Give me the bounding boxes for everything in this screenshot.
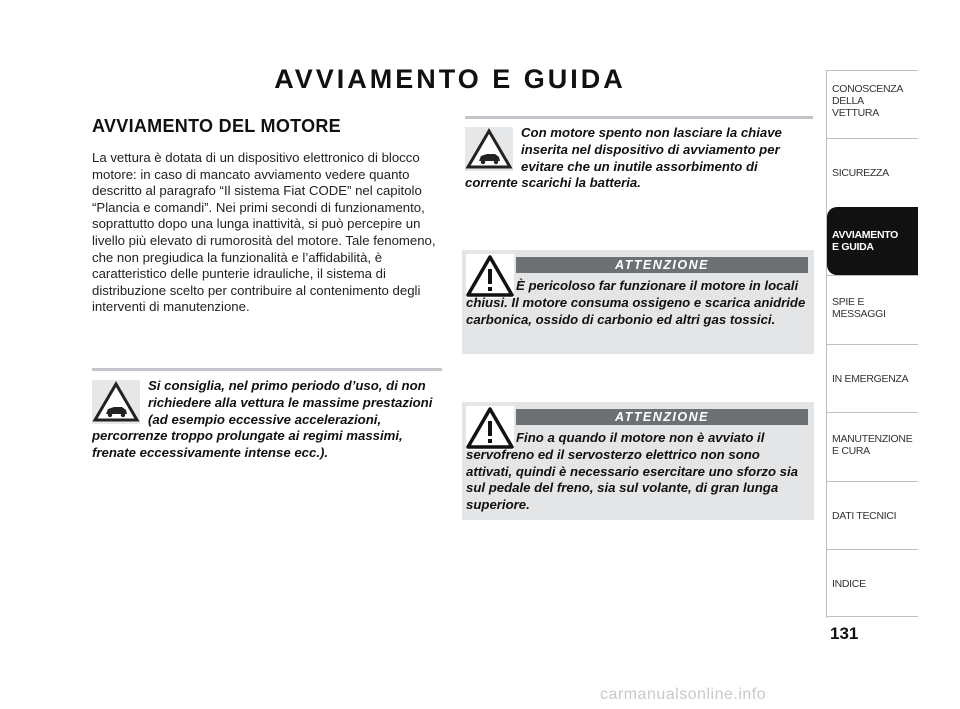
tab-label: MANUTENZIONE (832, 433, 913, 445)
warning-label-1: ATTENZIONE (516, 257, 808, 273)
tab-indice[interactable] (827, 549, 918, 617)
page-title: AVVIAMENTO E GUIDA (274, 64, 626, 94)
tab-emergenza[interactable] (827, 344, 918, 412)
tab-label: DATI TECNICI (832, 510, 897, 522)
page-number: 131 (830, 624, 859, 643)
tab-label: VETTURA (832, 107, 879, 119)
car-warning-icon (465, 127, 513, 171)
tab-sicurezza[interactable] (827, 138, 918, 206)
tab-label: IN EMERGENZA (832, 373, 909, 385)
tab-manutenzione[interactable] (827, 412, 918, 480)
tab-conoscenza[interactable] (827, 70, 918, 138)
tab-dati-tecnici[interactable] (827, 481, 918, 549)
note-divider-right (465, 116, 813, 119)
tab-label: INDICE (832, 578, 866, 590)
warning-label-2: ATTENZIONE (516, 409, 808, 425)
car-warning-icon (92, 380, 140, 424)
note-left-text: Si consiglia, nel primo periodo d’uso, di non richiedere alla vettura le massime prestazioni (ad esempio eccessive accelerazioni, percorrenze troppo prolungate ai regimi massimi, frenate eccessivamente intense ecc.). (92, 378, 433, 461)
watermark: carmanualsonline.info (600, 686, 767, 703)
tab-label: E CURA (832, 445, 870, 457)
note-right (465, 125, 813, 192)
tab-label: DELLA (832, 95, 864, 107)
chapter-tabs (826, 70, 919, 618)
tab-label: MESSAGGI (832, 308, 886, 320)
tab-label: SICUREZZA (832, 167, 889, 179)
warning-box-1 (462, 250, 814, 354)
tab-spie[interactable] (827, 275, 918, 343)
note-left (92, 378, 442, 462)
section-title: AVVIAMENTO DEL MOTORE (92, 116, 341, 136)
warning-text-2: Fino a quando il motore non è avviato il servofreno ed il servosterzo elettrico non sono attivati, quindi è necessario esercitare uno sforzo sia sul pedale del freno, sia sul volante, di gran lunga superiore. (466, 430, 798, 513)
note-right-text: Con motore spento non lasciare la chiave inserita nel dispositivo di avviamento per evitare che un inutile assorbimento di corrente scarichi la batteria. (465, 125, 782, 191)
warning-text-1: È pericoloso far funzionare il motore in locali chiusi. Il motore consuma ossigeno e scarica anidride carbonica, ossido di carbonio ed altri gas tossici. (466, 278, 806, 327)
note-divider-left (92, 368, 442, 371)
section-body: La vettura è dotata di un dispositivo elettronico di blocco motore: in caso di mancato avviamento vedere quanto descritto al paragrafo “Il sistema Fiat CODE” nel capitolo “Plancia e comandi”. Nei primi secondi di funzionamento, soprattutto dopo una lunga inattività, si può percepire un livello più elevato di rumorosità del motore. Tale fenomeno, che non pregiudica la funzionalità e l’affidabilità, è caratteristico delle punterie idrauliche, il sistema di distribuzione scelto per contribuire al contenimento degli interventi di manutenzione. (92, 150, 436, 315)
warning-box-2 (462, 402, 814, 520)
tab-avviamento[interactable] (827, 207, 918, 275)
tab-label: CONOSCENZA (832, 83, 904, 95)
tab-label: SPIE E (832, 296, 865, 308)
tab-label: E GUIDA (832, 241, 874, 253)
tab-label: AVVIAMENTO (832, 229, 899, 241)
